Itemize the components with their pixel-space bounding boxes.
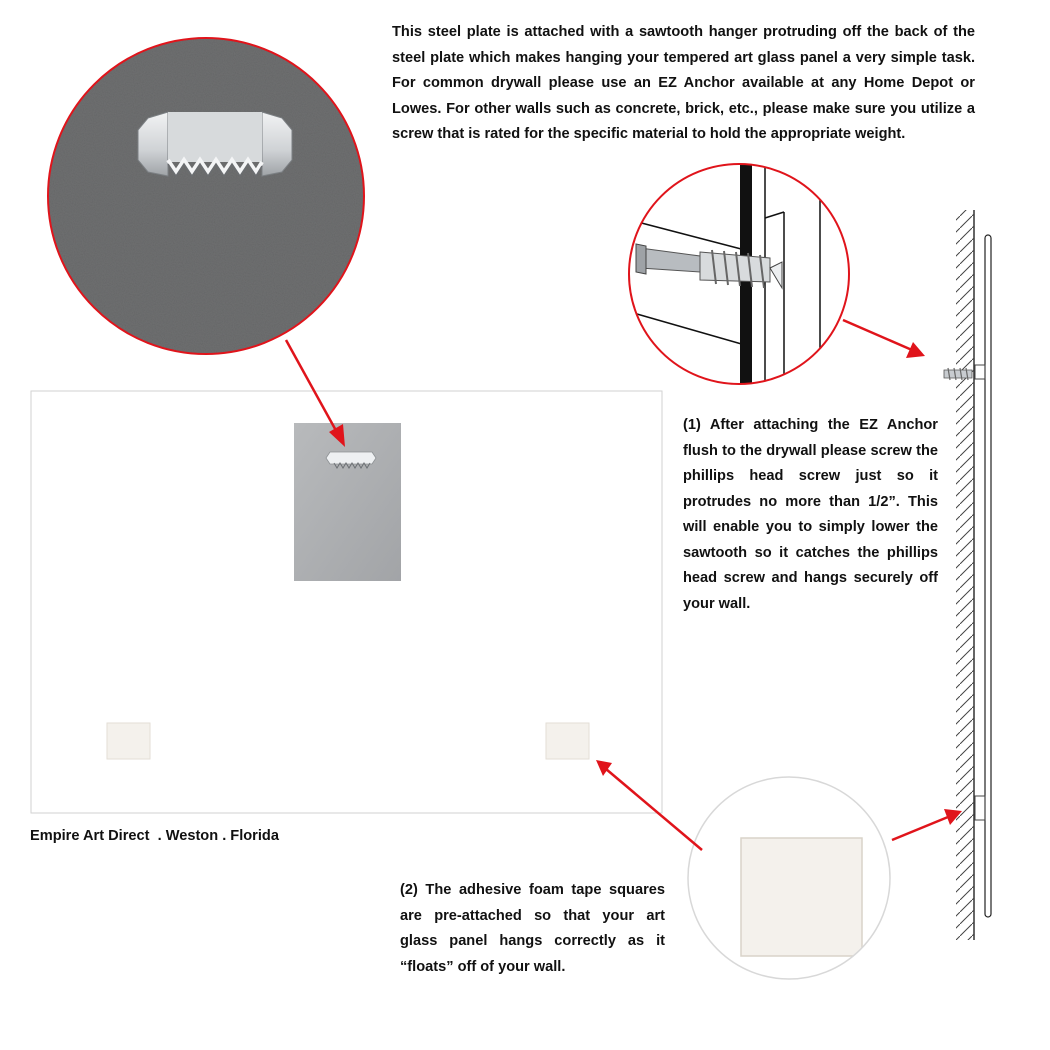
anchor-zoom-circle	[629, 150, 849, 400]
foam-square-left	[107, 723, 150, 759]
hanger-zoom-circle	[40, 30, 380, 370]
hanger-description: This steel plate is attached with a sawtooth hanger protruding off the back of the steel plate which makes hanging your tempered art glass panel a very simple task. For common drywall please use an EZ Anchor available at any Home Depot or Lowes. For other walls such as concrete, brick, etc., please make sure you utilize a screw that is rated for the specific material to hold the appropriate weight.	[392, 24, 975, 142]
company-credit: Empire Art Direct . Weston . Florida	[30, 828, 279, 844]
wall-screw	[944, 368, 972, 380]
glass-panel-back	[31, 391, 662, 813]
wall-side-view	[944, 210, 991, 940]
steel-plate	[294, 423, 401, 581]
foam-zoom-circle	[688, 777, 890, 979]
glass-panel-edge	[985, 235, 991, 917]
foam-square-right	[546, 723, 589, 759]
foam-square-closeup	[741, 838, 862, 956]
arrow-anchor	[843, 320, 925, 358]
sawtooth-hanger-closeup	[138, 112, 292, 176]
step-2-instructions: (2) The adhesive foam tape squares are pre-attached so that your art glass panel hangs correctly as it “floats” off of your wall.	[400, 882, 665, 975]
arrow-foam-wall	[892, 809, 962, 840]
step-1-instructions: (1) After attaching the EZ Anchor flush to the drywall please screw the phillips head screw just so it protrudes no more than 1/2”. This will enable you to simply lower the sawtooth so it catches the phillips head screw and hangs securely off your wall.	[683, 417, 938, 612]
